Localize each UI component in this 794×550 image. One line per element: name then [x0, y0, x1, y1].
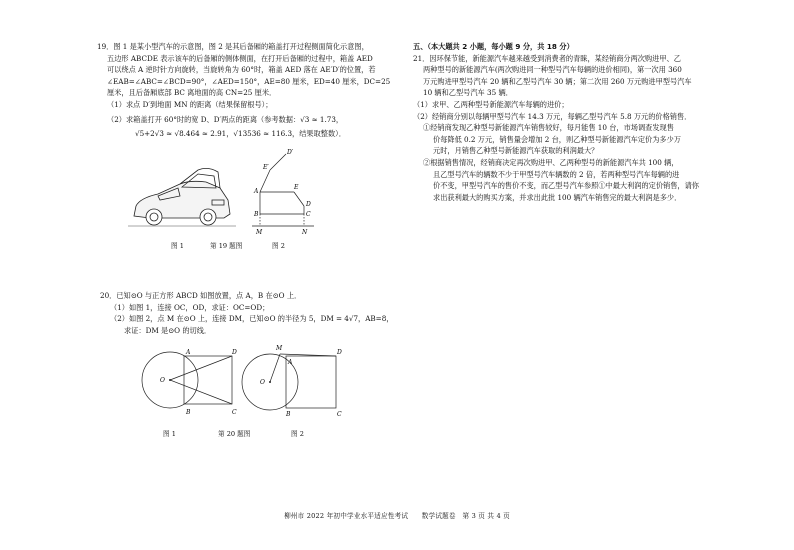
label-o: O: [260, 379, 265, 386]
q21-line: 万元购进甲型号汽车 20 辆和乙型号汽车 30 辆；第二次用 260 万元购进甲型号汽车: [423, 76, 692, 86]
q19-line: 可以绕点 A 逆时针方向旋转，当旋转角为 60°时，箱盖 AED 落在 AE′D′的位置，若: [107, 65, 376, 75]
label-a: A: [288, 359, 293, 366]
label-e: E: [294, 184, 299, 191]
question-20: [100, 290, 400, 336]
q21-item2-line: 价不变，甲型号汽车的售价不变，而乙型号汽车参照①中最大利润的定价销售，请你: [433, 181, 699, 191]
q20-line1: 20．已知⊙O 与正方形 ABCD 如图放置，点 A，B 在⊙O 上．: [100, 291, 302, 300]
label-c: C: [337, 411, 342, 418]
q21-sub2: （2）经销商分别以每辆甲型号汽车 14.3 万元，每辆乙型号汽车 5.8 万元的价格销售．: [413, 111, 692, 121]
label-n: N: [302, 229, 308, 236]
page-footer: 柳州市 2022 年初中学业水平适应性考试 数学试题卷 第 3 页 共 4 页: [284, 512, 510, 520]
q21-item1-line: ①经销商发现乙种型号新能源汽车销售较好，每月能售 10 台，市场调查发现售: [423, 123, 674, 133]
q19-sub2-cont: √5+2√3 ≈ √8.464 ≈ 2.91，√13536 ≈ 116.3，结果取整数）．: [135, 129, 346, 139]
q19-line: ∠EAB=∠ABC=∠BCD=90°，∠AED=150°，AE=80 厘米，ED=40 厘米，DC=25: [107, 76, 391, 86]
q21-line: 两种型号的新能源汽车(两次购进同一种型号汽车每辆的进价相同)，第一次用 360: [423, 65, 682, 75]
label-c: C: [306, 211, 311, 218]
car-figure: [128, 160, 236, 232]
label-e-prime: E′: [263, 164, 269, 171]
q21-sub1: （1）求甲、乙两种型号新能源汽车每辆的进价；: [413, 99, 569, 109]
q20-caption-fig2: 图 2: [291, 430, 304, 438]
q20-caption-fig1: 图 1: [163, 430, 176, 438]
q19-caption-title: 第 19 题图: [210, 242, 243, 250]
q19-caption-fig1: 图 1: [171, 242, 184, 250]
q21-line: 21．因环保节能，新能源汽车越来越受到消费者的青睐，某经销商分两次购进甲、乙: [413, 53, 681, 63]
label-d: D: [232, 349, 237, 356]
q21-item2-line: 求出获利最大的购买方案，并求出此批 100 辆汽车销售完的最大利润是多少．: [433, 192, 682, 202]
q19-sub1: （1）求点 D′到地面 MN 的距离（结果保留根号）；: [107, 99, 273, 109]
section-heading: 五、（本大题共 2 小题，每小题 9 分，共 18 分）: [413, 42, 574, 51]
label-m: M: [276, 345, 283, 352]
q20-sub2: （2）如图 2，点 M 在⊙O 上，连接 DM，已知⊙O 的半径为 5，DM = 4√7，AB=8，: [110, 314, 394, 324]
label-o: O: [160, 377, 165, 384]
label-m: M: [256, 229, 263, 236]
q19-sub2: （2）求箱盖打开 60°时的宽 D、D′两点的距离（参考数据：√3 ≈ 1.73，: [107, 114, 344, 124]
q21-item1-line: 价每降低 0.2 万元，销售量会增加 2 台，则乙种型号新能源汽车定价为多少万: [433, 134, 681, 144]
q19-caption-fig2: 图 2: [272, 242, 285, 250]
q21-line: 10 辆和乙型号汽车 35 辆．: [423, 88, 513, 98]
circle-square-figure-1: [140, 344, 240, 420]
label-b: B: [286, 411, 291, 418]
q21-item2-line: ②根据销售情况，经销商决定再次购进甲、乙两种型号的新能源汽车共 100 辆，: [423, 157, 679, 167]
label-d: D: [306, 201, 311, 208]
question-21: [413, 41, 713, 203]
label-a: A: [186, 349, 191, 356]
q21-item2-line: 且乙型号汽车的辆数不少于甲型号汽车辆数的 2 倍，若两种型号汽车每辆的进: [433, 169, 680, 179]
label-d: D: [337, 349, 342, 356]
question-19: [97, 41, 397, 140]
q20-sub1: （1）如图 1，连接 OC，OD，求证：OC=OD；: [110, 302, 270, 312]
q20-caption-title: 第 20 题图: [218, 430, 251, 438]
label-b: B: [254, 211, 259, 218]
q19-line: 厘米，且后备厢底部 BC 离地面的高 CN=25 厘米．: [107, 88, 277, 98]
trunk-geometry-figure: [250, 148, 322, 236]
q19-line: 19．图 1 是某小型汽车的示意图，图 2 是其后备厢的箱盖打开过程侧面简化示意图，: [97, 42, 369, 51]
label-d-prime: D′: [287, 149, 294, 156]
label-b: B: [186, 409, 191, 416]
q21-item1-line: 元时，月销售乙种型号新能源汽车获取的利润最大？: [433, 146, 599, 156]
q19-line: 五边形 ABCDE 表示该车的后备厢的侧体侧面，在打开后备厢的过程中，箱盖 AED: [107, 53, 373, 63]
q20-sub2-cont: 求证：DM 是⊙O 的切线．: [124, 325, 212, 335]
circle-square-figure-2: [240, 340, 350, 420]
label-a: A: [254, 188, 259, 195]
label-c: C: [232, 409, 237, 416]
